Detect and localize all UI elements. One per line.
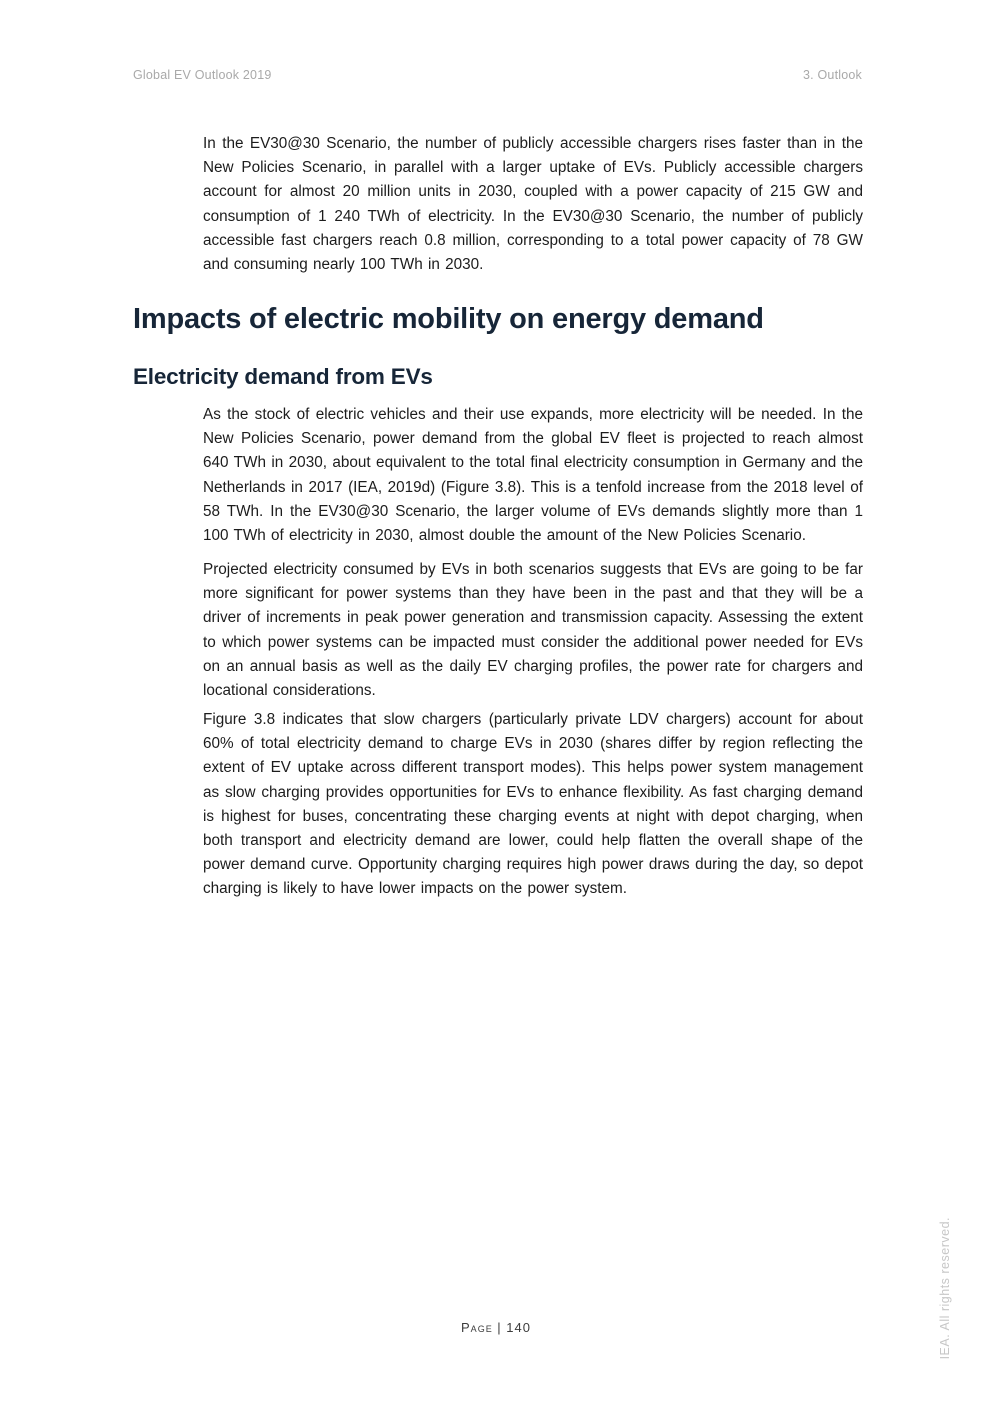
header-document-title: Global EV Outlook 2019: [133, 68, 272, 82]
subsection-heading: Electricity demand from EVs: [133, 364, 433, 389]
section-heading: Impacts of electric mobility on energy demand: [133, 303, 764, 335]
paragraph-figure-38: Figure 3.8 indicates that slow chargers (particularly private LDV chargers) account for about 60% of total electricity demand to charge EVs in 2030 (shares differ by region reflecting the extent of EV uptake across different transport modes). This helps power system management as slow charging provides opportunities for EVs to enhance flexibility. As fast charging demand is highest for buses, concentrating these charging events at night with depot charging, when both transport and electricity demand are lower, could help flatten the overall shape of the power demand curve. Opportunity charging requires high power draws during the day, so depot charging is likely to have lower impacts on the power system.: [203, 711, 863, 898]
intro-paragraph: In the EV30@30 Scenario, the number of publicly accessible chargers rises faster than in the New Policies Scenario, in parallel with a larger uptake of EVs. Publicly accessible chargers account for almost 20 million units in 2030, coupled with a power capacity of 215 GW and consumption of 1 240 TWh of electricity. In the EV30@30 Scenario, the number of publicly accessible fast chargers reach 0.8 million, corresponding to a total power capacity of 78 GW and consuming nearly 100 TWh in 2030.: [203, 135, 863, 274]
header-chapter-label: 3. Outlook: [803, 68, 862, 82]
page-number: Page | 140: [461, 1320, 531, 1335]
copyright-side-note: IEA. All rights reserved.: [938, 1216, 952, 1359]
paragraph-projected-electricity: Projected electricity consumed by EVs in both scenarios suggests that EVs are going to be far more significant for power systems than they have been in the past and that they will be a driver of increments in peak power generation and transmission capacity. Assessing the extent to which power systems can be impacted must consider the additional power needed for EVs on an annual basis as well as the daily EV charging profiles, the power rate for chargers and locational considerations.: [203, 561, 863, 700]
paragraph-electricity-demand: As the stock of electric vehicles and their use expands, more electricity will be needed. In the New Policies Scenario, power demand from the global EV fleet is projected to reach almost 640 TWh in 2030, about equivalent to the total final electricity consumption in Germany and the Netherlands in 2017 (IEA, 2019d) (Figure 3.8). This is a tenfold increase from the 2018 level of 58 TWh. In the EV30@30 Scenario, the larger volume of EVs demands slightly more than 1 100 TWh of electricity in 2030, almost double the amount of the New Policies Scenario.: [203, 406, 863, 545]
page-header: [133, 68, 862, 82]
